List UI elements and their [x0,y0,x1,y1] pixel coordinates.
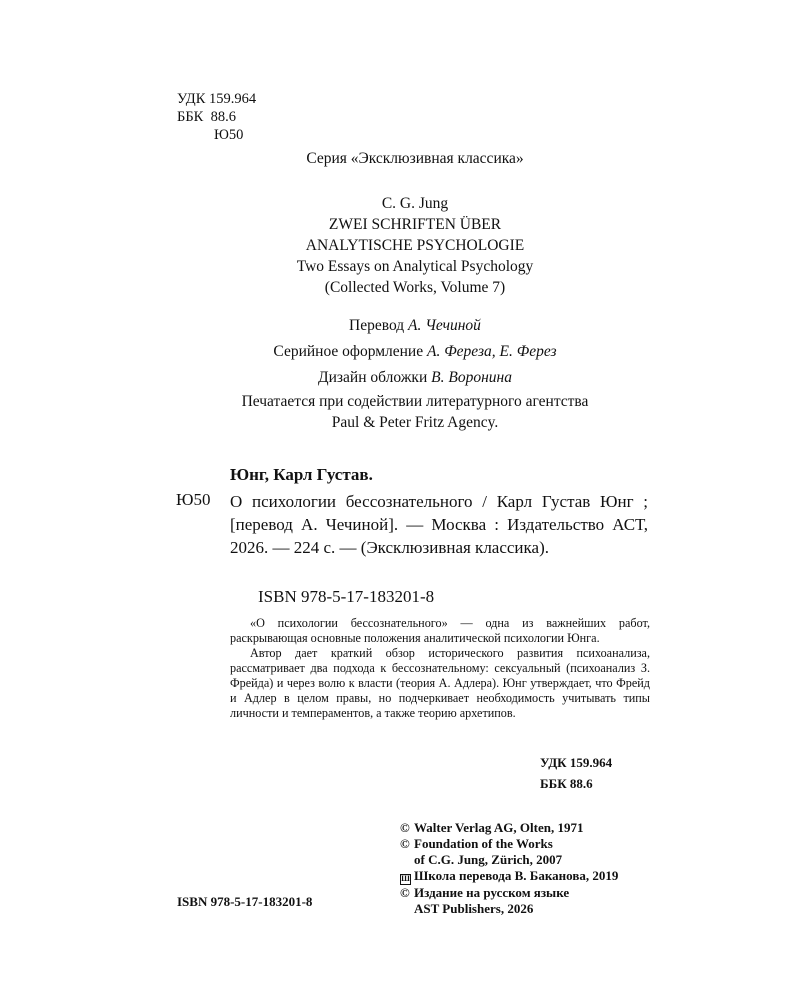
original-title-line2: ANALYTISCHE PSYCHOLOGIE [305,237,525,254]
copyright-block [400,820,618,917]
bbk-right-code: ББК 88.6 [540,776,593,791]
copyright-1 [400,820,618,836]
catalog-code: Ю50 [176,490,211,509]
annotation [230,616,650,721]
design-label: Серийное оформление [273,343,427,360]
udk-block-top [177,90,256,144]
copyright-4b [400,901,618,917]
translation-credit [0,313,800,339]
english-title-line2: (Collected Works, Volume 7) [324,279,506,296]
author-mark: Ю50 [214,127,244,143]
catalog-description: О психологии бессознательного / Карл Густав Юнг ; [перевод А. Чечиной]. — Москва : Издательство АСТ, 2026. — 224 с. — (Эксклюзивная классика). [230,492,648,557]
cover-designer-name: В. Воронина [431,369,512,386]
copyright-4-line1: Издание на русском языке [414,885,570,900]
copyright-2 [400,836,618,852]
cover-credit [0,365,800,391]
english-title-line1: Two Essays on Analytical Psychology [296,258,534,275]
original-author: C. G. Jung [381,195,449,212]
copyright-2-line2: of C.G. Jung, Zürich, 2007 [414,852,563,867]
series-title: Серия «Эксклюзивная классика» [306,150,524,167]
catalog-author: Юнг, Карл Густав. [230,465,373,484]
udk-right-code: УДК 159.964 [540,755,613,770]
bbk-code: ББК 88.6 [177,109,236,125]
copyright-2b [400,852,618,868]
designer-names: А. Фереза, Е. Ферез [426,343,557,360]
udk-block-right [540,752,650,794]
copyright-icon: © [400,820,410,835]
original-title-block [0,193,800,256]
catalog-isbn: ISBN 978-5-17-183201-8 [258,587,435,606]
design-credit [0,339,800,365]
copyright-icon: © [400,885,410,900]
translator-name: А. Чечиной [408,317,481,334]
cover-label: Дизайн обложки [318,369,432,386]
copyright-3-text: Школа перевода В. Баканова, 2019 [414,868,619,883]
udk-code: УДК 159.964 [177,91,257,107]
copyright-3 [400,868,618,885]
credits-block [0,313,800,391]
copyright-2-line1: Foundation of the Works [414,836,553,851]
agency-block [0,391,800,433]
english-title-block [0,256,800,298]
agency-line1: Печатается при содействии литературного агентства [241,393,589,410]
copyright-1-text: Walter Verlag AG, Olten, 1971 [414,820,584,835]
translation-label: Перевод [349,317,409,334]
annotation-para1: «О психологии бессознательного» — одна из важнейших работ, раскрывающая основные положения аналитической психологии Юнга. [230,616,650,645]
translation-school-icon: Ш [401,874,410,883]
copyright-4 [400,885,618,901]
agency-line2: Paul & Peter Fritz Agency. [331,414,499,431]
copyright-icon: © [400,836,410,851]
isbn-bottom: ISBN 978-5-17-183201-8 [177,894,313,909]
annotation-para2: Автор дает краткий обзор исторического развития психоанализа, рассматривает два подхода к бессознательному: сексуальный (психоанализ З. Фрейда) и через волю к власти (теория А. Адлера). Юнг утверждает, что Фрейд и Адлер в целом правы, но подчеркивает необходимость учитывать типы личности и темпераментов, а также теорию архетипов. [230,646,650,720]
copyright-4-line2: AST Publishers, 2026 [414,901,534,916]
original-title-line1: ZWEI SCHRIFTEN ÜBER [328,216,502,233]
